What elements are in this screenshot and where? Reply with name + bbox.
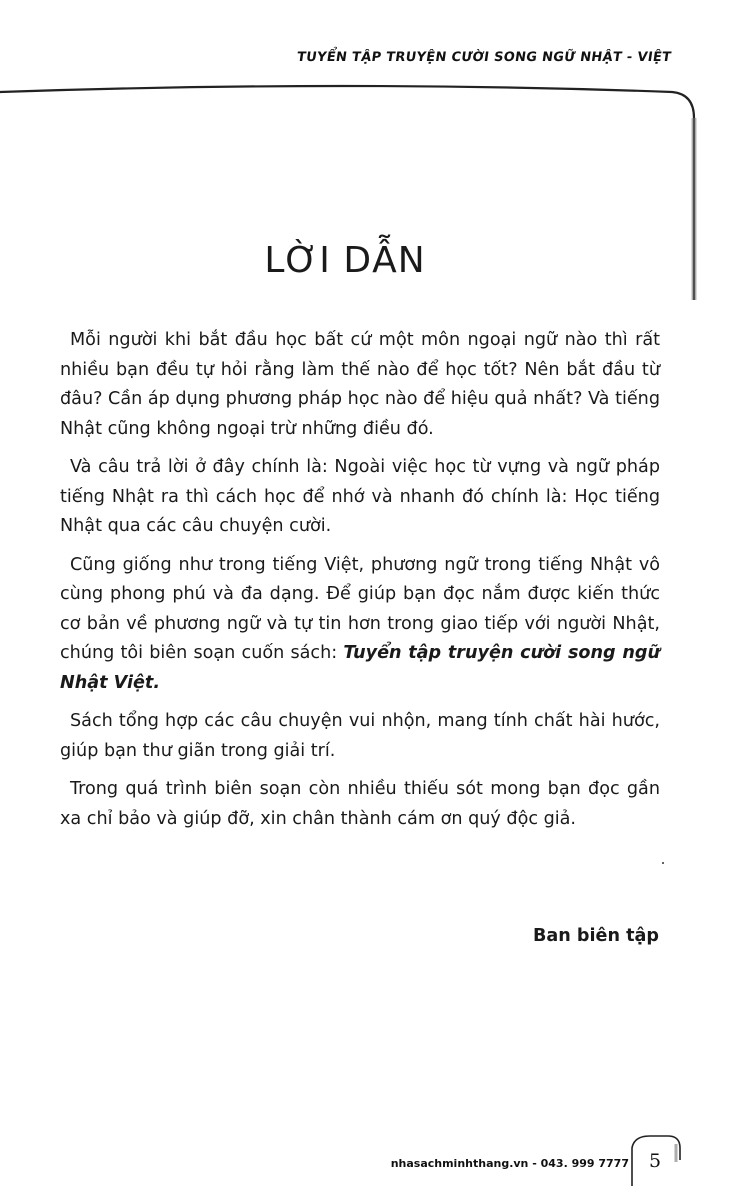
book-title: Tuyển tập truyện cười song ngữ Nhật Việt xyxy=(60,643,660,693)
paragraph: Trong quá trình biên soạn còn nhiều thiếu sót mong bạn đọc gần xa chỉ bảo và giúp đỡ, xin chân thành cám ơn quý độc giả. xyxy=(60,779,660,829)
running-header: TUYỂN TẬP TRUYỆN CƯỜI SONG NGỮ NHẬT - VIỆT xyxy=(295,50,673,65)
paragraph: Và câu trả lời ở đây chính là: Ngoài việc học từ vựng và ngữ pháp tiếng Nhật ra thì cách học để nhớ và nhanh đó chính là: Học tiếng Nhật qua các câu chuyện cười. xyxy=(60,457,660,536)
page-title: LỜI DẪN xyxy=(264,240,426,281)
signature: Ban biên tập xyxy=(532,926,659,946)
ink-speck xyxy=(662,862,664,864)
footer-info: nhasachminhthang.vn - 043. 999 7777 xyxy=(390,1157,629,1170)
page-number: 5 xyxy=(648,1150,662,1172)
body-text xyxy=(60,326,660,843)
book-title-period: . xyxy=(153,672,161,693)
paragraph-with-book-title xyxy=(60,551,660,699)
paragraph: Sách tổng hợp các câu chuyện vui nhộn, mang tính chất hài hước, giúp bạn thư giãn trong giải trí. xyxy=(60,711,660,761)
paragraph-text: Cũng giống như trong tiếng Việt, phương ngữ trong tiếng Nhật vô cùng phong phú và đa dạng. Để giúp bạn đọc nắm được kiến thức cơ bản về phương ngữ và tự tin hơn trong giao tiếp với người Nhật, chúng tôi biên soạn cuốn sách: xyxy=(60,554,660,663)
paragraph: Mỗi người khi bắt đầu học bất cứ một môn ngoại ngữ nào thì rất nhiều bạn đều tự hỏi rằng làm thế nào để học tốt? Nên bắt đầu từ đâu? Cần áp dụng phương pháp học nào để hiệu quả nhất? Và tiếng Nhật cũng không ngoại trừ những điều đó. xyxy=(60,330,660,439)
